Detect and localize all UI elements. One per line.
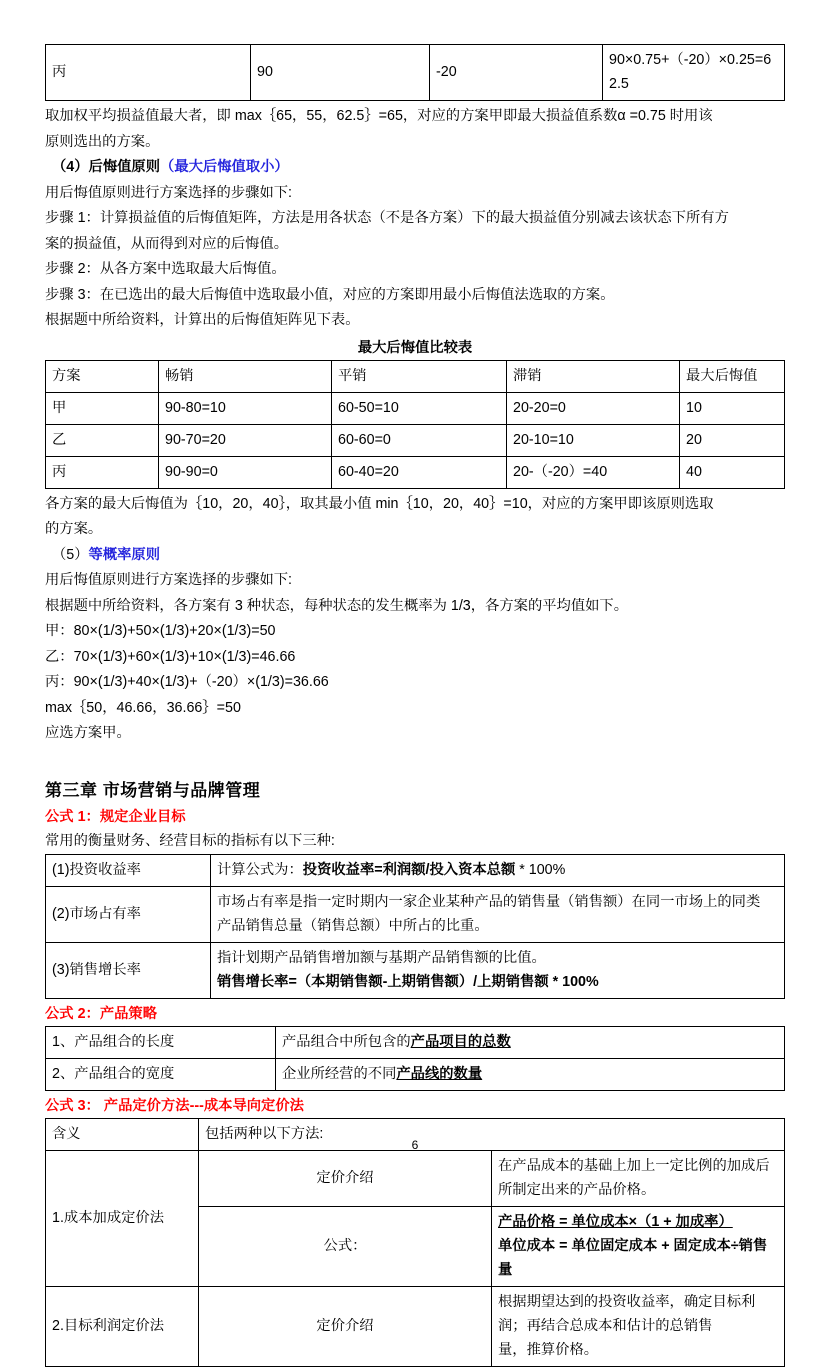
table-row <box>46 424 785 456</box>
regret-cell-normal: 60-50=10 <box>332 392 507 424</box>
method-1-intro-label: 定价介绍 <box>199 1151 492 1207</box>
roi-prefix: 计算公式为： <box>217 862 303 878</box>
regret-cell-max: 40 <box>680 456 785 488</box>
regret-header-hot: 畅销 <box>159 360 332 392</box>
regret-cell-slow: 20-（-20）=40 <box>507 456 680 488</box>
roi-suffix: * 100% <box>515 862 566 878</box>
table-row <box>46 1151 785 1207</box>
regret-cell-normal: 60-60=0 <box>332 424 507 456</box>
meaning-label: 含义 <box>46 1119 199 1151</box>
item-5-heading <box>45 543 785 569</box>
growth-formula: 销售增长率=（本期销售额-上期销售额）/上期销售额 <box>217 974 549 990</box>
product-mix-desc-length <box>276 1027 785 1059</box>
regret-cell-scheme: 甲 <box>46 392 159 424</box>
table-row <box>46 1059 785 1091</box>
payoff-cell-scheme: 丙 <box>46 45 251 101</box>
page-number: 6 <box>411 1138 419 1152</box>
paragraph-matrix-intro: 根据题中所给资料，计算出的后悔值矩阵见下表。 <box>45 312 360 328</box>
regret-cell-hot: 90-90=0 <box>159 456 332 488</box>
method-2-intro-label: 定价介绍 <box>199 1287 492 1367</box>
indicator-desc-roi <box>211 855 785 887</box>
item-5-label: （5） <box>52 546 89 563</box>
width-prefix: 企业所经营的不同 <box>282 1066 397 1082</box>
indicator-desc-growth <box>211 943 785 999</box>
growth-suffix: * 100% <box>548 974 599 990</box>
item-4-heading <box>45 155 785 181</box>
formula-3-table <box>45 1118 785 1367</box>
chapter-title: 第三章 市场营销与品牌管理 <box>45 780 261 800</box>
paragraph-steps-intro: 用后悔值原则进行方案选择的步骤如下: <box>45 184 293 201</box>
product-mix-label-length: 1、产品组合的长度 <box>46 1027 276 1059</box>
table-header-row <box>46 360 785 392</box>
formula-2-heading: 公式 2：产品策略 <box>45 1006 158 1022</box>
regret-header-scheme: 方案 <box>46 360 159 392</box>
indicator-label-growth: (3)销售增长率 <box>46 943 211 999</box>
regret-header-slow: 滞销 <box>507 360 680 392</box>
method-1-label: 1.成本加成定价法 <box>46 1151 199 1287</box>
regret-cell-normal: 60-40=20 <box>332 456 507 488</box>
regret-cell-scheme: 丙 <box>46 456 159 488</box>
page-content <box>45 44 785 1367</box>
paragraph-equal-prob-steps: 用后悔值原则进行方案选择的步骤如下: <box>45 572 293 588</box>
step-1-line1: 步骤 1：计算损益值的后悔值矩阵，方法是用各状态（不是各方案）下的最大损益值分别减去该状态下所有方 <box>45 210 729 226</box>
step-2: 步骤 2：从各方案中选取最大后悔值。 <box>45 261 286 277</box>
method-2-line2: 量，推算价格。 <box>498 1342 599 1358</box>
regret-cell-hot: 90-70=20 <box>159 424 332 456</box>
product-mix-desc-width <box>276 1059 785 1091</box>
length-prefix: 产品组合中所包含的 <box>282 1034 411 1050</box>
method-1-formula-line1: 产品价格 = 单位成本×（1 + 加成率） <box>498 1214 733 1230</box>
paragraph-minimax-line1: 各方案的最大后悔值为｛10，20，40｝，取其最小值 min｛10，20，40｝=10，对应的方案甲即该原则选取 <box>45 495 714 512</box>
method-2-intro-text <box>492 1287 785 1367</box>
table-row <box>46 1027 785 1059</box>
payoff-cell-best: 90 <box>251 45 430 101</box>
calc-bing: 丙：90×(1/3)+40×(1/3)+（-20）×(1/3)=36.66 <box>45 674 329 690</box>
length-keyword: 产品项目的总数 <box>410 1034 511 1050</box>
table-row <box>46 392 785 424</box>
regret-cell-slow: 20-10=10 <box>507 424 680 456</box>
growth-line2 <box>217 970 778 994</box>
table-row <box>46 456 785 488</box>
payoff-table-fragment <box>45 44 785 101</box>
indicator-label-roi: (1)投资收益率 <box>46 855 211 887</box>
step-1-line2: 案的损益值，从而得到对应的后悔值。 <box>45 235 289 252</box>
regret-table-caption: 最大后悔值比较表 <box>357 339 473 356</box>
table-row <box>46 855 785 887</box>
table-row <box>46 45 785 101</box>
regret-header-max: 最大后悔值 <box>680 360 785 392</box>
calc-yi: 乙：70×(1/3)+60×(1/3)+10×(1/3)=46.66 <box>45 648 296 665</box>
calc-jia: 甲：80×(1/3)+50×(1/3)+20×(1/3)=50 <box>45 623 276 639</box>
indicator-label-share: (2)市场占有率 <box>46 887 211 943</box>
regret-cell-hot: 90-80=10 <box>159 392 332 424</box>
paragraph-equal-prob-desc: 根据题中所给资料，各方案有 3 种状态，每种状态的发生概率为 1/3，各方案的平均值如下。 <box>45 597 629 614</box>
item-5-note: 等概率原则 <box>88 546 161 563</box>
table-row <box>46 887 785 943</box>
method-1-intro-text: 在产品成本的基础上加上一定比例的加成后所制定出来的产品价格。 <box>492 1151 785 1207</box>
formula-1-intro: 常用的衡量财务、经营目标的指标有以下三种: <box>45 832 335 849</box>
formula-2-table <box>45 1026 785 1091</box>
product-mix-label-width: 2、产品组合的宽度 <box>46 1059 276 1091</box>
method-2-line1: 根据期望达到的投资收益率，确定目标利润；再结合总成本和估计的总销售 <box>498 1294 756 1334</box>
regret-cell-scheme: 乙 <box>46 424 159 456</box>
method-1-formula-label: 公式： <box>199 1207 492 1287</box>
regret-cell-max: 10 <box>680 392 785 424</box>
calc-max: max｛50，46.66，36.66｝=50 <box>45 699 241 716</box>
width-keyword: 产品线的数量 <box>396 1066 483 1082</box>
item-4-note: （最大后悔值取小） <box>160 159 289 175</box>
regret-cell-slow: 20-20=0 <box>507 392 680 424</box>
method-1-formula-line2: 单位成本 = 单位固定成本 + 固定成本÷销售量 <box>498 1238 768 1278</box>
formula-1-heading: 公式 1：规定企业目标 <box>45 808 186 825</box>
share-line1: 市场占有率是指一定时期内一家企业某种产品的销售量（销售额）在同一市场上的同类 <box>217 894 761 910</box>
growth-line1: 指计划期产品销售增加额与基期产品销售额的比值。 <box>217 950 546 966</box>
item-4-label: （4）后悔值原则 <box>52 159 161 175</box>
method-2-label: 2.目标利润定价法 <box>46 1287 199 1367</box>
table-row <box>46 1287 785 1367</box>
regret-header-normal: 平销 <box>332 360 507 392</box>
method-1-formula-text <box>492 1207 785 1287</box>
paragraph-weighted-line2: 原则选出的方案。 <box>45 133 160 150</box>
formula-3-heading: 公式 3： 产品定价方法---成本导向定价法 <box>45 1098 304 1114</box>
regret-table <box>45 360 785 489</box>
regret-cell-max: 20 <box>680 424 785 456</box>
calc-conclusion: 应选方案甲。 <box>45 725 131 741</box>
roi-formula: 投资收益率=利润额/投入资本总额 <box>302 862 516 878</box>
table-row <box>46 943 785 999</box>
payoff-cell-worst: -20 <box>430 45 603 101</box>
paragraph-minimax-line2: 的方案。 <box>45 521 103 537</box>
step-3: 步骤 3：在已选出的最大后悔值中选取最小值，对应的方案即用最小后悔值法选取的方案。 <box>45 286 615 303</box>
payoff-cell-weighted: 90×0.75+（-20）×0.25=62.5 <box>603 45 785 101</box>
paragraph-weighted-line1: 取加权平均损益值最大者，即 max｛65，55，62.5｝=65，对应的方案甲即最大损益值系数α =0.75 时用该 <box>45 108 713 124</box>
meaning-text: 包括两种以下方法: <box>199 1119 785 1151</box>
formula-1-table <box>45 854 785 999</box>
share-line2: 产品销售总量（销售总额）中所占的比重。 <box>217 918 489 934</box>
indicator-desc-share <box>211 887 785 943</box>
